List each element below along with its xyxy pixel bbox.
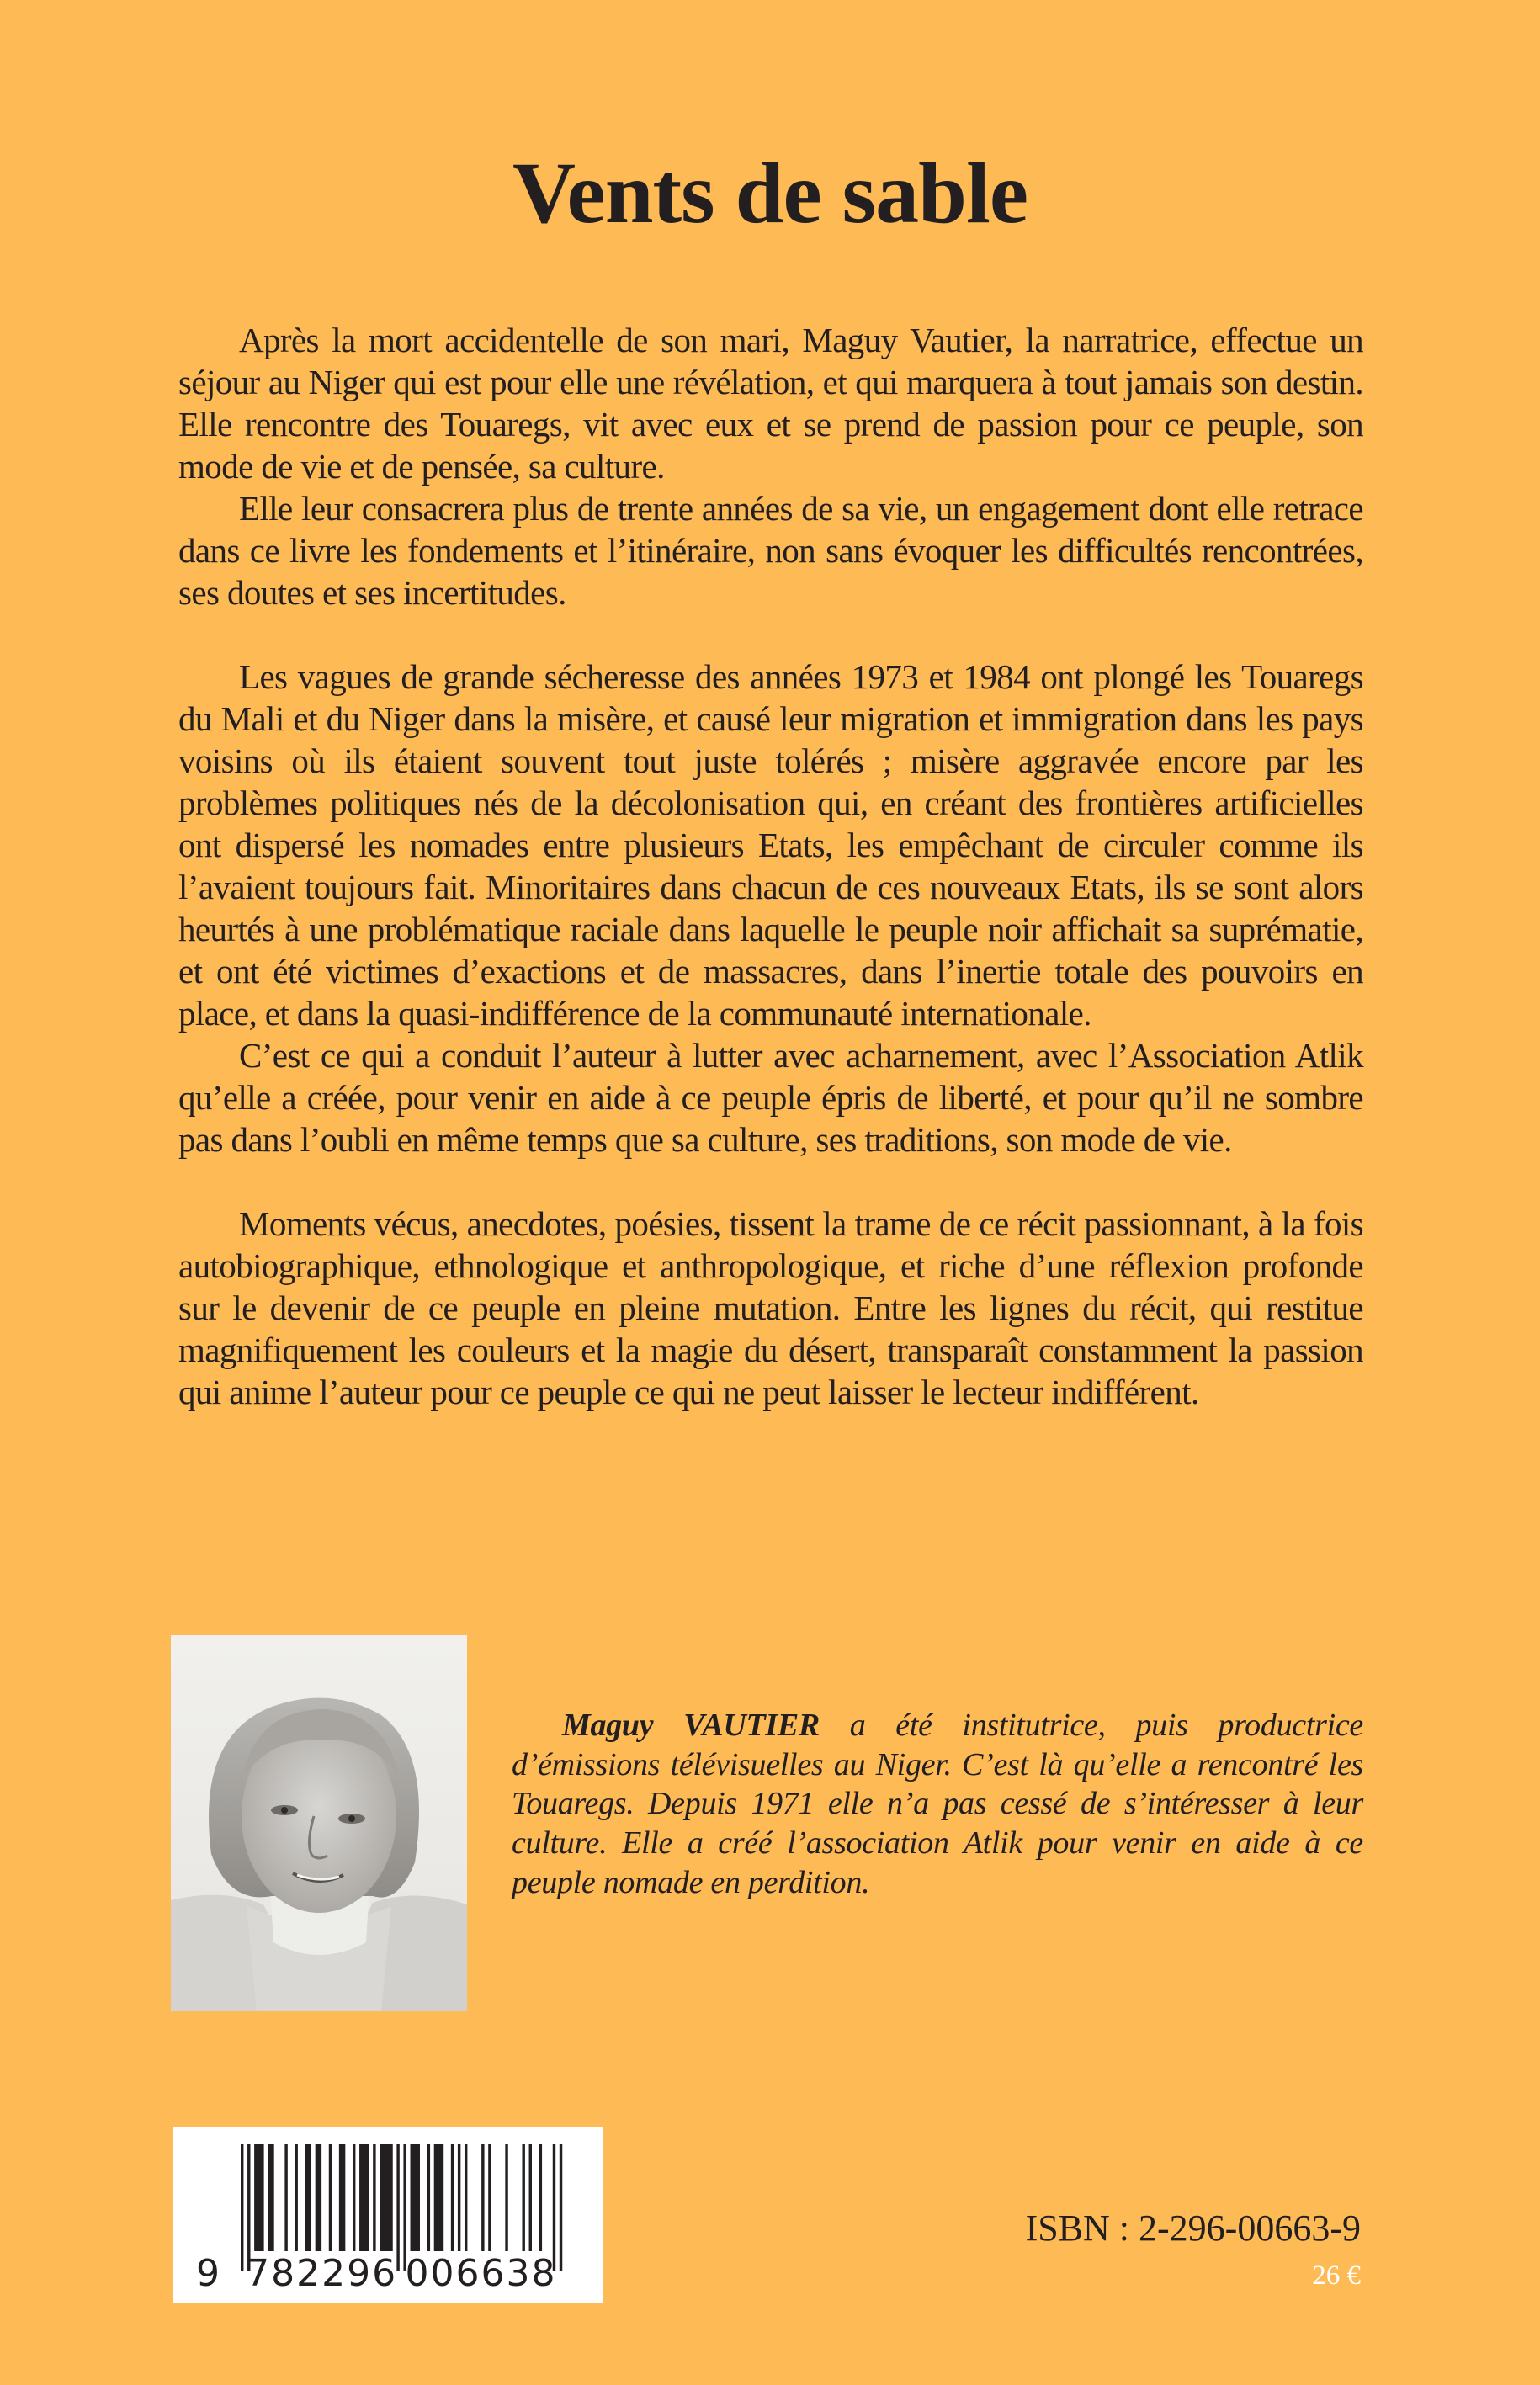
blurb-paragraph-1: Après la mort accidentelle de son mari, Maguy Vautier, la narratrice, effectue un séjour au Niger qui est pour elle une révélation, et qui marquera à tout jamais son destin. Elle rencontre des Touaregs, vit avec eux et se prend de passion pour ce peuple, son mode de vie et de pensée, sa culture. <box>178 321 1363 486</box>
svg-text:006638: 006638 <box>405 2252 557 2295</box>
isbn-number: ISBN : 2-296-00663-9 <box>1025 2207 1361 2249</box>
svg-text:9: 9 <box>196 2252 221 2295</box>
back-cover-blurb <box>178 319 1363 1413</box>
svg-text:782296: 782296 <box>246 2252 398 2295</box>
blurb-paragraph-2: Elle leur consacrera plus de trente années de sa vie, un engagement dont elle retrace dans ce livre les fondements et l’itinéraire, non sans évoquer les difficultés rencontrées, ses doutes et ses incertitudes. <box>178 489 1363 612</box>
author-photo <box>171 1635 467 2011</box>
paragraph-gap <box>178 1161 1363 1203</box>
book-title: Vents de sable <box>512 145 1028 242</box>
author-name: Maguy VAUTIER <box>562 1708 820 1743</box>
isbn-barcode <box>173 2127 603 2303</box>
blurb-paragraph-5: Moments vécus, anecdotes, poésies, tissent la trame de ce récit passionnant, à la fois autobiographique, ethnologique et anthropologique, et riche d’une réflexion profonde sur le devenir de ce peuple en pleine mutation. Entre les lignes du récit, qui restitue magnifiquement les couleurs et la magie du désert, transparaît constamment la passion qui anime l’auteur pour ce peuple ce qui ne peut laisser le lecteur indifférent. <box>178 1204 1363 1411</box>
author-bio <box>512 1706 1363 1903</box>
blurb-paragraph-3: Les vagues de grande sécheresse des années 1973 et 1984 ont plongé les Touaregs du Mali et du Niger dans la misère, et causé leur migration et immigration dans les pays voisins où ils étaient souvent tout juste tolérés ; misère aggravée encore par les problèmes politiques nés de la décolonisation qui, en créant des frontières artificielles ont dispersé les nomades entre plusieurs Etats, les empêchant de circuler comme ils l’avaient toujours fait. Minoritaires dans chacun de ces nouveaux Etats, ils se sont alors heurtés à une problématique raciale dans laquelle le peuple noir affichait sa suprématie, et ont été victimes d’exactions et de massacres, dans l’inertie totale des pouvoirs en place, et dans la quasi-indifférence de la communauté internationale. <box>178 657 1363 1033</box>
barcode-icon <box>173 2127 603 2303</box>
price: 26 € <box>1312 2260 1361 2291</box>
author-bio-text: a été institutrice, puis productrice d’émissions télévisuelles au Niger. C’est là qu’elle a rencontré les Touaregs. Depuis 1971 elle n’a pas cessé de s’intéresser à leur culture. Elle a créé l’association Atlik pour venir en aide à ce peuple nomade en perdition. <box>512 1708 1363 1900</box>
blurb-paragraph-4: C’est ce qui a conduit l’auteur à lutter avec acharnement, avec l’Association Atlik qu’elle a créée, pour venir en aide à ce peuple épris de liberté, et pour qu’il ne sombre pas dans l’oubli en même temps que sa culture, ses traditions, son mode de vie. <box>178 1036 1363 1159</box>
paragraph-gap <box>178 614 1363 656</box>
portrait-illustration <box>171 1635 467 2011</box>
